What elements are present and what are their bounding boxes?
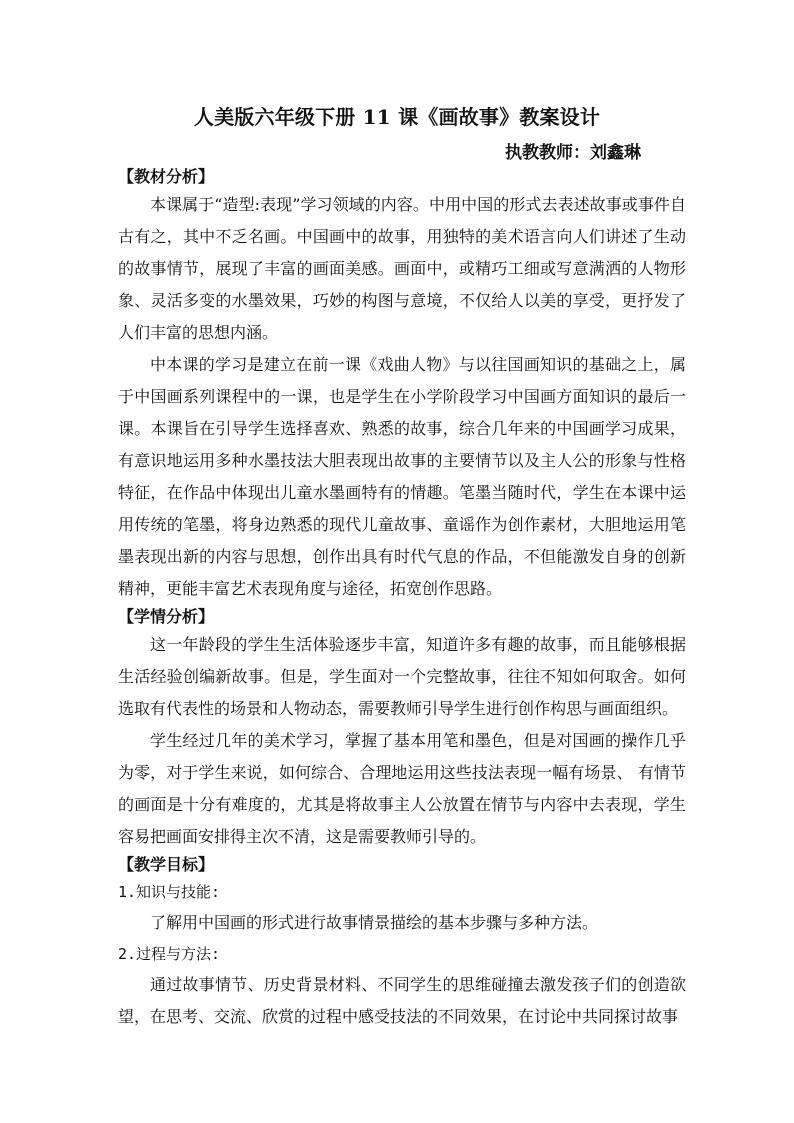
goal-item-2-text: 通过故事情节、历史背景材料、不同学生的思维碰撞去激发孩子们的创造欲望，在思考、交流、欣赏的过程中感受技法的不同效果，在讨论中共同探讨故事 [118, 975, 686, 1026]
teacher-name: 执教教师：刘鑫琳 [505, 143, 641, 163]
material-paragraph-1: 本课属于“造型:表现”学习领域的内容。中用中国的形式去表述故事或事件自古有之，其中不乏名画。中国画中的故事，用独特的美术语言向人们讲述了生动的故事情节，展现了丰富的画面美感。画面中，或精巧工细或写意满洒的人物形象、灵活多变的水墨效果，巧妙的构图与意境，不仅给人以美的享受，更抒发了人们丰富的思想内涵。 [118, 195, 686, 342]
section-heading-students: 【学情分析】 [118, 607, 215, 626]
goal-item-2-label: 2.过程与方法: [118, 945, 221, 963]
document-body [118, 165, 686, 1033]
section-heading-goals: 【教学目标】 [118, 855, 215, 874]
section-heading-material: 【教材分析】 [118, 167, 215, 186]
document-title: 人美版六年级下册 11 课《画故事》教案设计 [193, 105, 601, 129]
goal-item-1-label: 1.知识与技能: [118, 883, 221, 901]
students-paragraph-2: 学生经过几年的美术学习，掌握了基本用笔和墨色，但是对国画的操作几乎为零，对于学生来说，如何综合、合理地运用这些技法表现一幅有场景、 有情节的画面是十分有难度的，尤其是将故事主人公放置在情节与内容中去表现，学生容易把画面安排得主次不清，这是需要教师引导的。 [118, 731, 686, 846]
goal-item-1-text: 了解用中国画的形式进行故事情景描绘的基本步骤与多种方法。 [150, 913, 599, 932]
material-paragraph-2: 中本课的学习是建立在前一课《戏曲人物》与以往国画知识的基础之上，属于中国画系列课程中的一课，也是学生在小学阶段学习中国画方面知识的最后一课。本课旨在引导学生选择喜欢、熟悉的故事，综合几年来的中国画学习成果，有意识地运用多种水墨技法大胆表现出故事的主要情节以及主人公的形象与性格特征，在作品中体现出儿童水墨画特有的情趣。笔墨当随时代，学生在本课中运用传统的笔墨，将身边熟悉的现代儿童故事、童谣作为创作素材，大胆地运用笔墨表现出新的内容与思想，创作出具有时代气息的作品，不但能激发自身的创新精神，更能丰富艺术表现角度与途径，拓宽创作思路。 [118, 355, 686, 598]
students-paragraph-1: 这一年龄段的学生生活体验逐步丰富，知道许多有趣的故事，而且能够根据生活经验创编新故事。但是，学生面对一个完整故事，往往不知如何取舍。如何选取有代表性的场景和人物动态，需要教师引导学生进行创作构思与画面组织。 [118, 635, 686, 718]
